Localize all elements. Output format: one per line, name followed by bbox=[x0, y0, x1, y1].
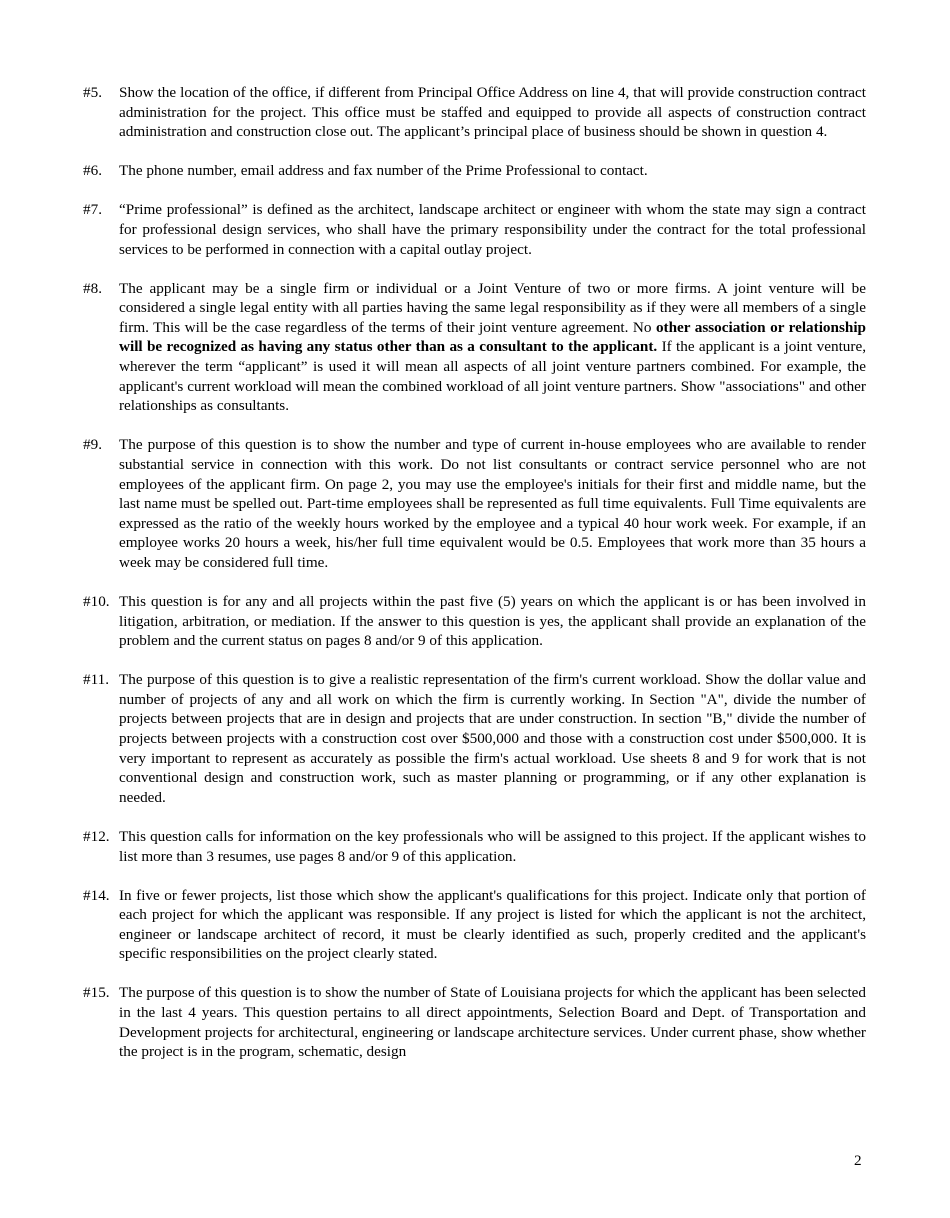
instruction-item-5 bbox=[83, 83, 866, 142]
instruction-item-10 bbox=[83, 592, 866, 651]
item-number: #12. bbox=[83, 827, 110, 845]
page-number: 2 bbox=[854, 1152, 862, 1169]
item-number: #7. bbox=[83, 201, 102, 219]
item-text: This question calls for information on the key professionals who will be assigned to this project. If the applicant wishes to list more than 3 resumes, use pages 8 and/or 9 of this application. bbox=[119, 827, 866, 865]
item-number: #15. bbox=[83, 984, 110, 1002]
item-number: #8. bbox=[83, 279, 102, 297]
instruction-item-14 bbox=[83, 886, 866, 964]
item-text: The purpose of this question is to show the number and type of current in-house employees who are available to render substantial service in connection with this work. Do not list consultants or contract service personnel who are not employees of the applicant firm. On page 2, you may use the employee's initials for their first and middle name, but the last name must be spelled out. Part-time employees shall be represented as full time equivalents. Full Time equivalents are expressed as the ratio of the weekly hours worked by the employee and a typical 40 hour work week. For example, if an employee works 20 hours a week, his/her full time equivalent would be 0.5. Employees that work more than 35 hours a week may be considered full time. bbox=[119, 436, 866, 571]
item-text bbox=[119, 279, 866, 416]
item-text: The phone number, email address and fax number of the Prime Professional to contact. bbox=[119, 162, 648, 180]
item-text-after: If the applicant is a joint venture, wherever the term “applicant” is used it will mean all aspects of all joint venture partners combined. For example, the applicant's current workload will mean the combined workload of all joint venture partners. Show "associations" and other relationships as consultants. bbox=[119, 338, 866, 415]
item-text: In five or fewer projects, list those which show the applicant's qualifications for this project. Indicate only that portion of each project for which the applicant was responsible. If any project is listed for which the applicant is not the architect, engineer or landscape architect of record, it must be clearly identified as such, properly credited and the applicant's specific responsibilities on the project clearly stated. bbox=[119, 886, 866, 963]
instruction-item-6 bbox=[83, 161, 866, 181]
item-text: “Prime professional” is defined as the architect, landscape architect or engineer with whom the state may sign a contract for professional design services, who shall have the primary responsibility under the contract for the total professional services to be performed in connection with a capital outlay project. bbox=[119, 201, 866, 258]
item-number: #14. bbox=[83, 886, 110, 904]
instruction-item-11 bbox=[83, 670, 866, 807]
item-text: The purpose of this question is to give a realistic representation of the firm's current workload. Show the dollar value and number of projects of any and all work on which the firm is currently working. In Section "A", divide the number of projects between projects that are in design and projects that are under construction. In section "B," divide the number of projects between projects with a construction cost over $500,000 and those with a construction cost under $500,000. It is very important to represent as accurately as possible the firm's actual workload. Use sheets 8 and 9 for work that is not conventional design and construction work, such as master planning or programming, or if any other explanation is needed. bbox=[119, 671, 866, 806]
item-number: #6. bbox=[83, 162, 102, 180]
instruction-item-8 bbox=[83, 279, 866, 416]
instruction-list bbox=[83, 83, 866, 1081]
item-number: #11. bbox=[83, 671, 110, 689]
instruction-item-7 bbox=[83, 200, 866, 259]
item-text: The purpose of this question is to show the number of State of Louisiana projects for which the applicant has been selected in the last 4 years. This question pertains to all direct appointments, Selection Board and Dept. of Transportation and Development projects for architectural, engineering or landscape architecture services. Under current phase, show whether the project is in the program, schematic, design bbox=[119, 984, 866, 1061]
item-text: Show the location of the office, if different from Principal Office Address on line 4, that will provide construction contract administration for the project. This office must be staffed and equipped to provide all aspects of construction contract administration and construction close out. The applicant’s principal place of business should be shown in question 4. bbox=[119, 84, 866, 141]
item-text-before: The applicant may be a single firm or individual or a Joint Venture of two or more firms. A joint venture will be considered a single legal entity with all parties having the same legal responsibility as if they were all members of a single firm. This will be the case regardless of the terms of their joint venture agreement. No bbox=[119, 279, 866, 336]
instruction-item-12 bbox=[83, 827, 866, 866]
item-text: This question is for any and all projects within the past five (5) years on which the applicant is or has been involved in litigation, arbitration, or mediation. If the answer to this question is yes, the applicant shall provide an explanation of the problem and the current status on pages 8 and/or 9 of this application. bbox=[119, 592, 866, 650]
instruction-item-15 bbox=[83, 983, 866, 1061]
item-number: #10. bbox=[83, 592, 110, 610]
instruction-item-9 bbox=[83, 435, 866, 572]
item-text-bold: other association or relationship will be recognized as having any status other than as a consultant to the applicant. bbox=[119, 318, 866, 356]
item-number: #9. bbox=[83, 436, 102, 454]
item-number: #5. bbox=[83, 84, 102, 101]
